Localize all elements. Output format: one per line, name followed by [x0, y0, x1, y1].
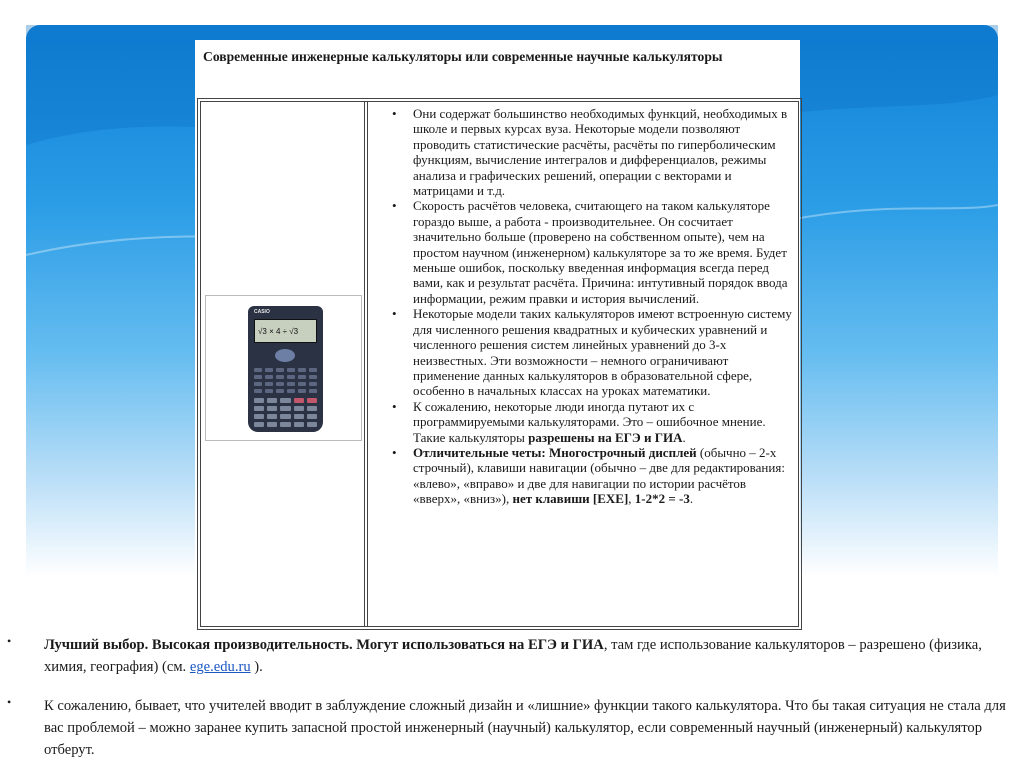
bullet: •	[7, 695, 12, 709]
slide-bullets	[0, 628, 1024, 768]
list-item-bold: нет клавиши [EXE]	[512, 491, 629, 507]
feature-list	[368, 106, 798, 507]
list-item	[368, 106, 792, 198]
slide-bullet-bold: Лучший выбор. Высокая производительность. Могут использоваться на ЕГЭ и ГИА	[44, 637, 604, 653]
list-item-text: Они содержат большинство необходимых функций, необходимых в школе и первых курсах вуза. Некоторые модели позволяют проводить статистические расчёты, расчёты по гиперболическим функциям, вычисление интегралов и дифференциалов, режимы анализа и графических решений, операции с векторами и матрицами и т.д.	[413, 106, 788, 199]
document-title: Современные инженерные калькуляторы или современные научные калькуляторы	[203, 49, 723, 64]
list-item-text: ,	[628, 491, 635, 507]
image-cell	[201, 102, 365, 626]
slide-bullet-text	[44, 634, 1016, 678]
content-table	[197, 98, 802, 630]
list-item-text: (обычно – 2-х строчный), клавиши навигации (обычно – две для редактирования: «влево», «вправо» и две для навигации по истории расчётов «вверх», «вниз»),	[413, 444, 785, 507]
list-item-text: .	[682, 429, 686, 445]
bullet: •	[392, 106, 397, 121]
list-item	[368, 198, 792, 306]
calculator-function-keys	[254, 368, 317, 393]
calculator-brand: CASIO	[254, 309, 270, 315]
list-item	[368, 399, 792, 445]
list-item-text: К сожалению, некоторые люди иногда путают их с программируемыми калькуляторами. Это – ошибочное мнение. Такие калькуляторы	[413, 398, 766, 445]
table-inner-border	[200, 101, 799, 627]
slide-bullet-text: К сожалению, бывает, что учителей вводит в заблуждение сложный дизайн и «лишние» функции такого калькулятора. Что бы такая ситуация не стала для вас проблемой – можно заранее купить запасной простой инженерный (научный) калькулятор, если современный научный (инженерный) калькулятор отберут.	[44, 698, 1006, 758]
ege-link[interactable]: ege.edu.ru	[189, 659, 251, 675]
list-item-bold: 1-2*2 = -3	[634, 491, 690, 507]
calculator-image	[205, 295, 362, 441]
list-item-text: .	[689, 491, 694, 507]
list-item	[368, 306, 792, 398]
calculator-nav-pad	[275, 349, 295, 362]
slide-bullet-span: , там где использование калькуляторов – разрешено (физика, химия, география) (см.	[44, 637, 982, 675]
list-item-bold: разрешены на ЕГЭ и ГИА	[528, 429, 683, 445]
text-cell	[367, 102, 798, 626]
calculator-display: √3 × 4 ÷ √3	[254, 319, 317, 343]
calculator-icon	[248, 306, 323, 432]
bullet: •	[392, 198, 397, 214]
list-item-bold: Отличительные четы: Многострочный дисплей	[413, 444, 697, 460]
calculator-number-keys	[254, 398, 317, 427]
list-item-text: Некоторые модели таких калькуляторов имеют встроенную систему для численного решения квадратных и кубических уравнений и численного решения систем линейных уравнений до 3-х неизвестных. Эти возможности – немного ограничивают применение данных калькуляторов в образовательной сфере, особенно в начальных классах на уроках математики.	[413, 306, 792, 399]
list-item	[368, 445, 792, 507]
slide-bullet-span: ).	[250, 659, 263, 675]
bullet: •	[7, 634, 12, 648]
bullet: •	[392, 444, 397, 460]
bullet: •	[392, 306, 397, 322]
bullet: •	[392, 398, 397, 414]
document-page	[195, 40, 800, 632]
list-item-text: Скорость расчётов человека, считающего на таком калькуляторе гораздо выше, а работа - производительнее. Он сосчитает значительно больше (проверено на собственном опыте), чем на простом научном (инженерном) калькуляторе за то же время. Будет меньше ошибок, поскольку введенная информация всегда перед вами, как и результат расчёта. Причина: интутивный порядок ввода информации, режим правки и история вычислений.	[413, 198, 788, 306]
